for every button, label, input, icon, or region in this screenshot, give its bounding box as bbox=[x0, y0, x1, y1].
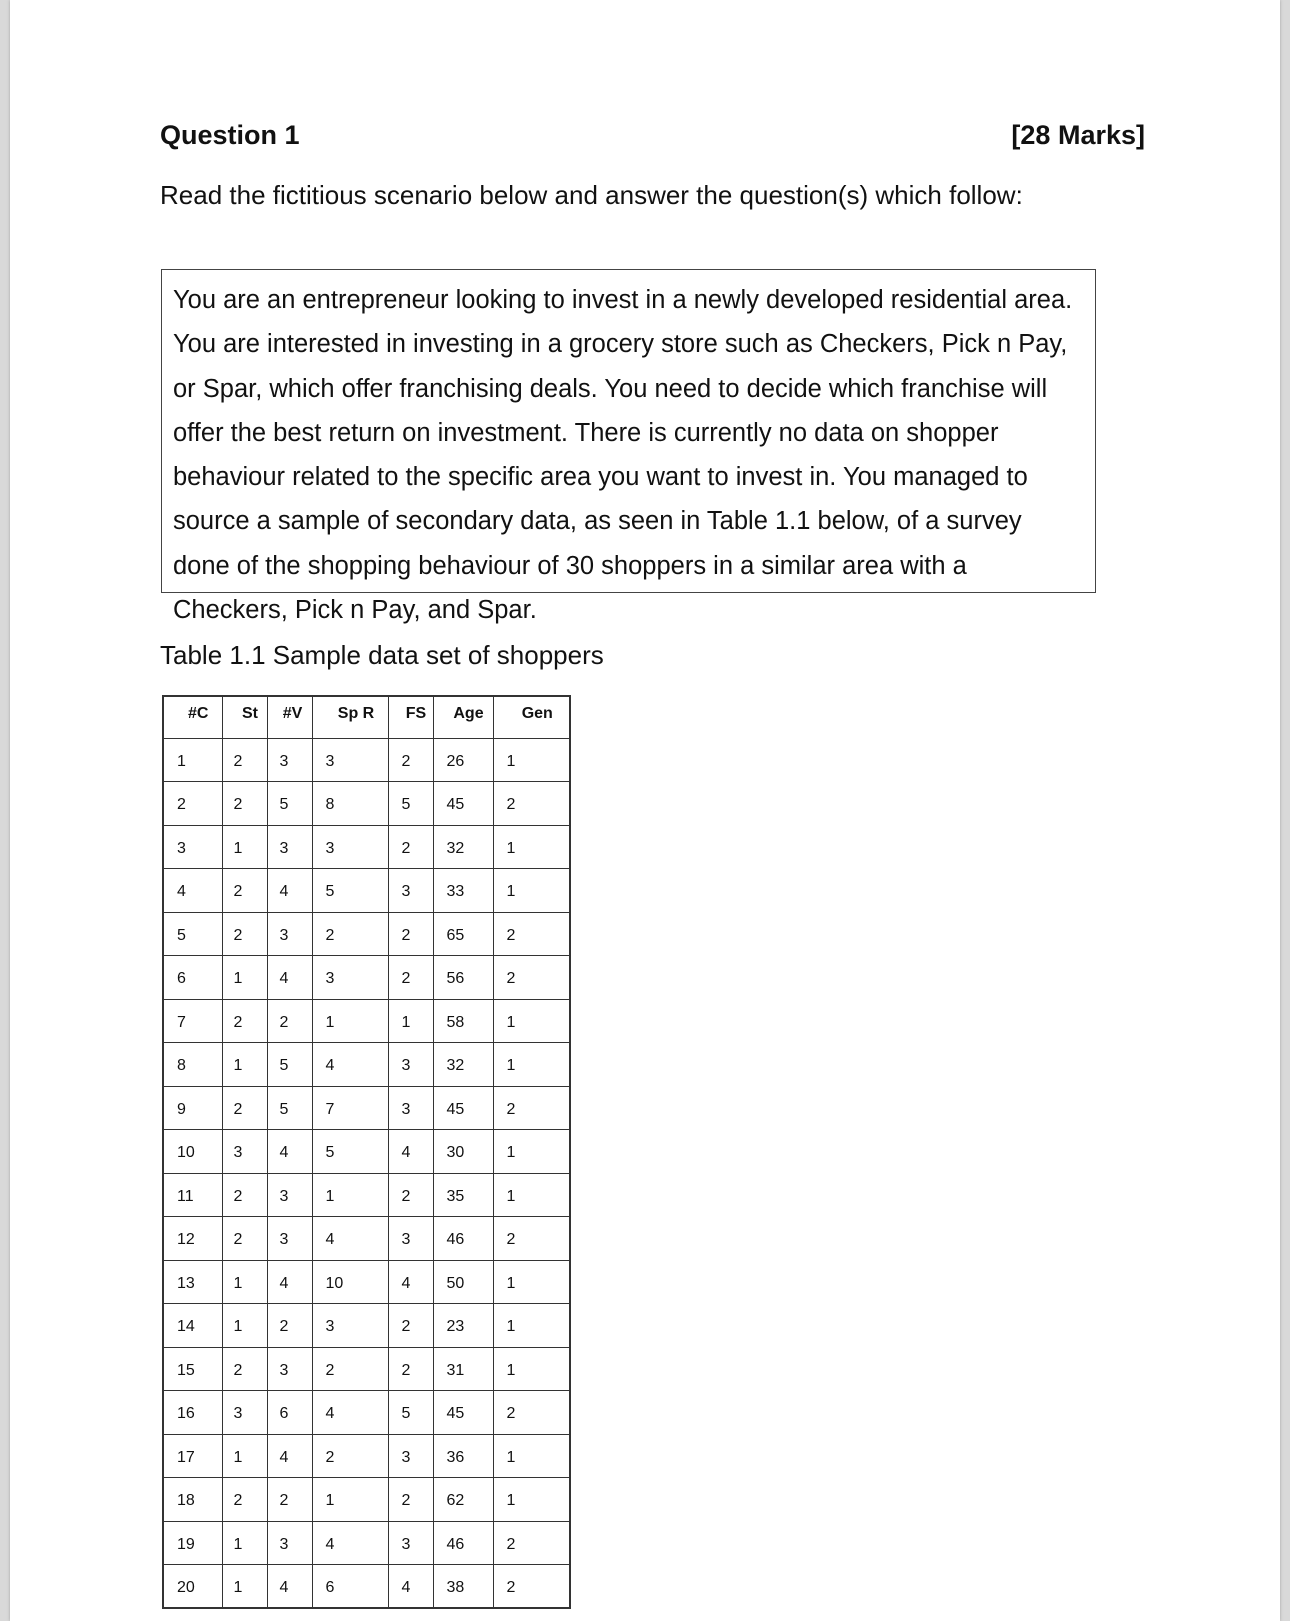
table-cell: 1 bbox=[388, 999, 433, 1043]
table-cell: 3 bbox=[388, 869, 433, 913]
table-row bbox=[163, 1217, 570, 1261]
table-cell: 3 bbox=[267, 1217, 312, 1261]
table-cell: 1 bbox=[493, 1260, 570, 1304]
table-cell: 2 bbox=[493, 1086, 570, 1130]
table-cell: 5 bbox=[388, 782, 433, 826]
table-cell: 2 bbox=[388, 956, 433, 1000]
table-cell: 13 bbox=[163, 1260, 222, 1304]
table-row bbox=[163, 912, 570, 956]
table-cell: 4 bbox=[312, 1217, 388, 1261]
table-cell: 46 bbox=[433, 1217, 493, 1261]
table-cell: 4 bbox=[388, 1130, 433, 1174]
table-cell: 9 bbox=[163, 1086, 222, 1130]
table-cell: 2 bbox=[493, 782, 570, 826]
scenario-text: You are an entrepreneur looking to invest in a newly developed residential area. You are interested in investing in a grocery store such as Checkers, Pick n Pay, or Spar, which offer franchising deals. You need to decide which franchise will offer the best return on investment. There is currently no data on shopper behaviour related to the specific area you want to invest in. You managed to source a sample of secondary data, as seen in Table 1.1 below, of a survey done of the shopping behaviour of 30 shoppers in a similar area with a Checkers, Pick n Pay, and Spar. bbox=[173, 286, 1073, 625]
table-cell: 5 bbox=[312, 1130, 388, 1174]
table-cell: 2 bbox=[388, 738, 433, 782]
table-cell: 2 bbox=[222, 1086, 267, 1130]
table-cell: 3 bbox=[312, 1304, 388, 1348]
table-row bbox=[163, 1130, 570, 1174]
table-cell: 2 bbox=[267, 1304, 312, 1348]
document-page bbox=[10, 0, 1280, 1621]
table-cell: 45 bbox=[433, 1086, 493, 1130]
table-row bbox=[163, 738, 570, 782]
table-cell: 45 bbox=[433, 782, 493, 826]
table-cell: 4 bbox=[267, 1130, 312, 1174]
table-cell: 2 bbox=[222, 1173, 267, 1217]
table-cell: 3 bbox=[267, 1521, 312, 1565]
header-cell: Gen bbox=[493, 696, 570, 738]
table-cell: 1 bbox=[222, 1304, 267, 1348]
table-cell: 2 bbox=[222, 912, 267, 956]
table-cell: 1 bbox=[493, 1130, 570, 1174]
shoppers-table bbox=[162, 695, 571, 1609]
table-cell: 4 bbox=[267, 869, 312, 913]
table-row bbox=[163, 956, 570, 1000]
table-cell: 2 bbox=[493, 1391, 570, 1435]
table-cell: 2 bbox=[388, 1304, 433, 1348]
table-cell: 1 bbox=[493, 738, 570, 782]
table-cell: 2 bbox=[222, 1478, 267, 1522]
table-row bbox=[163, 1521, 570, 1565]
table-cell: 3 bbox=[222, 1130, 267, 1174]
table-row bbox=[163, 825, 570, 869]
table-cell: 1 bbox=[312, 1173, 388, 1217]
table-cell: 1 bbox=[312, 999, 388, 1043]
table-cell: 7 bbox=[163, 999, 222, 1043]
table-cell: 10 bbox=[312, 1260, 388, 1304]
table-cell: 1 bbox=[222, 1565, 267, 1609]
question-header bbox=[160, 120, 1145, 151]
table-cell: 8 bbox=[312, 782, 388, 826]
table-cell: 1 bbox=[493, 1304, 570, 1348]
table-cell: 1 bbox=[493, 869, 570, 913]
table-cell: 3 bbox=[267, 825, 312, 869]
table-cell: 65 bbox=[433, 912, 493, 956]
table-cell: 32 bbox=[433, 825, 493, 869]
table-row bbox=[163, 1173, 570, 1217]
table-cell: 1 bbox=[493, 1478, 570, 1522]
table-cell: 2 bbox=[493, 956, 570, 1000]
table-cell: 1 bbox=[493, 825, 570, 869]
table-cell: 2 bbox=[493, 1521, 570, 1565]
table-cell: 3 bbox=[163, 825, 222, 869]
table-cell: 6 bbox=[312, 1565, 388, 1609]
table-cell: 1 bbox=[222, 1521, 267, 1565]
table-row bbox=[163, 1391, 570, 1435]
table-cell: 15 bbox=[163, 1347, 222, 1391]
table-cell: 14 bbox=[163, 1304, 222, 1348]
table-cell: 1 bbox=[222, 1260, 267, 1304]
table-cell: 3 bbox=[267, 738, 312, 782]
table-cell: 2 bbox=[388, 912, 433, 956]
table-header-row bbox=[163, 696, 570, 738]
table-cell: 3 bbox=[267, 912, 312, 956]
table-cell: 4 bbox=[312, 1391, 388, 1435]
table-row bbox=[163, 1086, 570, 1130]
instruction-text: Read the fictitious scenario below and answer the question(s) which follow: bbox=[160, 180, 1023, 210]
table-cell: 1 bbox=[312, 1478, 388, 1522]
table-cell: 26 bbox=[433, 738, 493, 782]
table-row bbox=[163, 1260, 570, 1304]
table-cell: 31 bbox=[433, 1347, 493, 1391]
table-cell: 3 bbox=[388, 1043, 433, 1087]
table-cell: 1 bbox=[493, 1434, 570, 1478]
table-cell: 58 bbox=[433, 999, 493, 1043]
table-cell: 1 bbox=[222, 1434, 267, 1478]
table-cell: 4 bbox=[163, 869, 222, 913]
table-cell: 3 bbox=[267, 1173, 312, 1217]
table-cell: 35 bbox=[433, 1173, 493, 1217]
table-cell: 2 bbox=[222, 1347, 267, 1391]
table-cell: 46 bbox=[433, 1521, 493, 1565]
table-cell: 4 bbox=[312, 1043, 388, 1087]
table-cell: 1 bbox=[493, 999, 570, 1043]
question-title: Question 1 bbox=[160, 120, 300, 150]
table-cell: 3 bbox=[267, 1347, 312, 1391]
table-cell: 2 bbox=[267, 999, 312, 1043]
table-cell: 2 bbox=[312, 912, 388, 956]
table-cell: 32 bbox=[433, 1043, 493, 1087]
table-row bbox=[163, 1565, 570, 1609]
header-cell: Age bbox=[433, 696, 493, 738]
table-row bbox=[163, 1478, 570, 1522]
table-row bbox=[163, 1347, 570, 1391]
table-cell: 12 bbox=[163, 1217, 222, 1261]
table-cell: 2 bbox=[163, 782, 222, 826]
table-cell: 3 bbox=[312, 738, 388, 782]
table-cell: 2 bbox=[388, 1478, 433, 1522]
table-cell: 8 bbox=[163, 1043, 222, 1087]
table-cell: 6 bbox=[163, 956, 222, 1000]
table-cell: 56 bbox=[433, 956, 493, 1000]
table-cell: 30 bbox=[433, 1130, 493, 1174]
table-cell: 45 bbox=[433, 1391, 493, 1435]
table-cell: 4 bbox=[267, 1434, 312, 1478]
table-cell: 3 bbox=[388, 1217, 433, 1261]
table-cell: 4 bbox=[388, 1565, 433, 1609]
table-cell: 4 bbox=[267, 1260, 312, 1304]
table-cell: 2 bbox=[222, 782, 267, 826]
header-cell: FS bbox=[388, 696, 433, 738]
table-cell: 18 bbox=[163, 1478, 222, 1522]
table-cell: 4 bbox=[267, 956, 312, 1000]
table-cell: 16 bbox=[163, 1391, 222, 1435]
table-row bbox=[163, 782, 570, 826]
table-cell: 2 bbox=[222, 999, 267, 1043]
scenario-box bbox=[161, 269, 1096, 625]
table-cell: 1 bbox=[493, 1347, 570, 1391]
table-cell: 5 bbox=[267, 1086, 312, 1130]
table-cell: 2 bbox=[267, 1478, 312, 1522]
table-row bbox=[163, 869, 570, 913]
table-cell: 1 bbox=[493, 1173, 570, 1217]
table-cell: 4 bbox=[267, 1565, 312, 1609]
table-cell: 5 bbox=[388, 1391, 433, 1435]
table-cell: 1 bbox=[222, 1043, 267, 1087]
table-cell: 2 bbox=[388, 825, 433, 869]
table-row bbox=[163, 1434, 570, 1478]
table-cell: 2 bbox=[388, 1347, 433, 1391]
table-cell: 50 bbox=[433, 1260, 493, 1304]
table-cell: 33 bbox=[433, 869, 493, 913]
header-cell: #V bbox=[267, 696, 312, 738]
table-cell: 5 bbox=[163, 912, 222, 956]
table-cell: 2 bbox=[312, 1434, 388, 1478]
table-cell: 5 bbox=[267, 1043, 312, 1087]
table-row bbox=[163, 1043, 570, 1087]
table-cell: 1 bbox=[163, 738, 222, 782]
table-cell: 1 bbox=[222, 825, 267, 869]
table-cell: 62 bbox=[433, 1478, 493, 1522]
table-cell: 3 bbox=[388, 1434, 433, 1478]
question-marks: [28 Marks] bbox=[1011, 120, 1145, 150]
table-cell: 2 bbox=[493, 912, 570, 956]
table-cell: 6 bbox=[267, 1391, 312, 1435]
table-cell: 17 bbox=[163, 1434, 222, 1478]
table-cell: 1 bbox=[222, 956, 267, 1000]
table-cell: 2 bbox=[222, 869, 267, 913]
table-cell: 3 bbox=[222, 1391, 267, 1435]
table-cell: 20 bbox=[163, 1565, 222, 1609]
header-cell: St bbox=[222, 696, 267, 738]
table-cell: 23 bbox=[433, 1304, 493, 1348]
table-cell: 36 bbox=[433, 1434, 493, 1478]
header-cell: Sp R bbox=[312, 696, 388, 738]
table-cell: 2 bbox=[388, 1173, 433, 1217]
table-cell: 11 bbox=[163, 1173, 222, 1217]
table-caption: Table 1.1 Sample data set of shoppers bbox=[160, 640, 604, 670]
table-cell: 4 bbox=[388, 1260, 433, 1304]
table-cell: 38 bbox=[433, 1565, 493, 1609]
table-cell: 3 bbox=[312, 956, 388, 1000]
table-cell: 2 bbox=[493, 1217, 570, 1261]
table-cell: 2 bbox=[312, 1347, 388, 1391]
header-cell: #C bbox=[163, 696, 222, 738]
table-cell: 5 bbox=[312, 869, 388, 913]
table-row bbox=[163, 1304, 570, 1348]
table-cell: 5 bbox=[267, 782, 312, 826]
table-cell: 19 bbox=[163, 1521, 222, 1565]
table-cell: 10 bbox=[163, 1130, 222, 1174]
table-cell: 2 bbox=[493, 1565, 570, 1609]
table-body bbox=[163, 738, 570, 1608]
table-cell: 3 bbox=[312, 825, 388, 869]
table-cell: 2 bbox=[222, 738, 267, 782]
table-cell: 1 bbox=[493, 1043, 570, 1087]
table-cell: 2 bbox=[222, 1217, 267, 1261]
table-cell: 4 bbox=[312, 1521, 388, 1565]
table-cell: 3 bbox=[388, 1086, 433, 1130]
table-cell: 7 bbox=[312, 1086, 388, 1130]
table-cell: 3 bbox=[388, 1521, 433, 1565]
table-row bbox=[163, 999, 570, 1043]
